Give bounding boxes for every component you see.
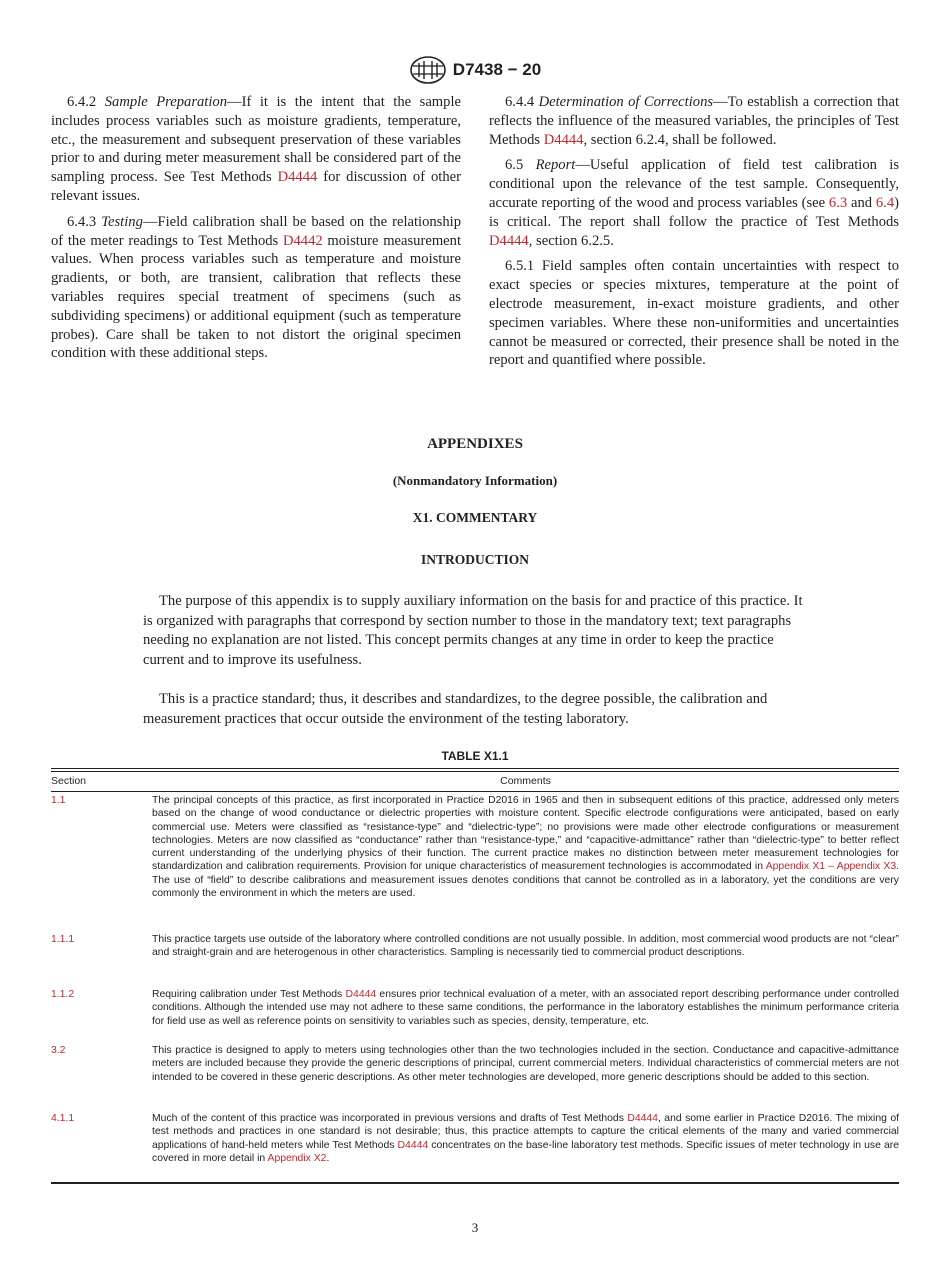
paragraph-text: moisture measurement values. When process variables such as temperature and moisture gradients, or both, are transient, calibration that reflects these variables requires special treatment of specimens (such as subdividing specimens) or additional equipment (such as temperature probes). Care shall be taken to not distort the original specimen condition with these additional steps. (51, 232, 461, 362)
row-comment (152, 1112, 899, 1165)
row-comment (152, 794, 899, 900)
row-comment (152, 933, 899, 960)
link-6-4[interactable]: 6.4 (875, 194, 895, 211)
link-d4444[interactable]: D4444 (277, 169, 318, 186)
table-header-rule (51, 791, 899, 792)
link-d4444[interactable]: D4444 (489, 232, 529, 249)
nonmandatory-subheading: (Nonmandatory Information) (392, 473, 558, 488)
left-column (51, 93, 461, 370)
table-bottom-rule (51, 1182, 899, 1184)
paragraph-text: , section 6.2.4, shall be followed. (583, 131, 777, 148)
paragraph-text: ) is critical. The report shall follow the practice of Test Methods (489, 194, 899, 230)
page-number: 3 (471, 1220, 479, 1235)
comment-text: Much of the content of this practice was incorporated in previous versions and drafts of Test Methods (152, 1113, 628, 1124)
paragraph-text: , section 6.2.5. (528, 232, 614, 249)
introduction-paragraph-2 (143, 690, 806, 729)
paragraph-6-5-1: 6.5.1 Field samples often contain uncertainties with respect to exact species or species mixtures, temperature at the point of electrode measurement, in-exact moisture gradients, and other specimen variables. Where these non-uniformities and uncertainties cannot be measured or corrected, their presence shall be noted in the report and quantified where possible. (489, 258, 899, 369)
section-title: Sample Preparation (104, 94, 228, 110)
page-header (0, 55, 950, 85)
column-header-comments: Comments (500, 775, 551, 787)
right-column (489, 93, 899, 377)
section-title: Testing (101, 213, 143, 230)
intro-text: The purpose of this appendix is to supply auxiliary information on the basis for and practice of this practice. It is organized with paragraphs that correspond by section number to those in the mandatory text; text paragraphs needing no explanation are not listed. This concept permits changes at any time in order to keep the practice current and to improve its usefulness. (143, 593, 803, 668)
comment-text: Requiring calibration under Test Methods (152, 989, 346, 1000)
paragraph-text: —To establish a correction that reflects the influence of the measured variables, the principles of Test Methods (489, 94, 900, 148)
section-title: Report (535, 157, 576, 174)
column-header-section: Section (51, 775, 87, 787)
table-top-rule-double (51, 771, 899, 772)
section-link-1-1-1[interactable]: 1.1.1 (51, 934, 75, 945)
paragraph-text: —Useful application of field test calibration is conditional upon the relevance of the test sample. Consequently, accurate reporting of the wood and process variables (see (489, 157, 899, 211)
introduction-paragraph-1 (143, 592, 806, 670)
appendixes-heading: APPENDIXES (427, 436, 523, 452)
comment-text: This practice is designed to apply to meters using technologies other than the two technologies included in the section. Conductance and capacitive-admittance meters are included because they provide the generic descriptions of principal, current commercial meters. Individual characteristics of commercial meters are not intended to be covered in these generic descriptions. As other meter technologies are developed, more generic descriptions should be added to this section. (152, 1045, 899, 1083)
row-comment (152, 988, 899, 1028)
comment-text: This practice targets use outside of the laboratory where controlled conditions are not usually possible. In addition, most commercial wood products are not “clear” and straight-grain and are heterogenous in other characteristics. Sampling is necessarily tied to commercial product descriptions. (152, 934, 899, 959)
intro-text: This is a practice standard; thus, it describes and standardizes, to the degree possible, the calibration and measurement practices that occur outside the environment of the testing laboratory. (143, 691, 768, 727)
section-number: 6.4.4 (505, 94, 535, 110)
astm-logo-icon (409, 55, 447, 85)
section-number: 6.5 (505, 157, 524, 174)
section-title: Determination of Corrections (538, 94, 714, 110)
paragraph-6-5 (489, 156, 899, 250)
section-link-4-1-1[interactable]: 4.1.1 (51, 1113, 75, 1124)
table-title: TABLE X1.1 (441, 749, 509, 763)
comment-text: . The use of “field” to describe calibrations and measurement issues denotes conditions that cannot be controlled as in a laboratory, yet the conditions are very commonly the environment in which the meters are used. (152, 861, 900, 900)
comment-text: , and some earlier in Practice D2016. The mixing of test methods and practices in one standard is not desirable; thus, this practice attempts to capture the critical elements of the many and varied commercial applications of hand-held meters while Test Methods (152, 1113, 899, 1151)
section-number: 6.4.2 (67, 94, 97, 110)
link-d4444[interactable]: D4444 (543, 131, 584, 148)
section-link-3-2[interactable]: 3.2 (51, 1045, 66, 1056)
section-link-1-1[interactable]: 1.1 (51, 795, 66, 806)
comment-text: The principal concepts of this practice, as first incorporated in Practice D2016 in 1965 and then in subsequent editions of this practice, addressed only meters based on the change of wood conductance or dielectric properties with moisture content. Specific electrode configurations were anticipated, based on early commercial use. Meters were classified as “resistance-type” and “dielectric-type”; no provisions were made other electrode configurations or measurement technologies. Meters are now classified as “conductance” rather than “resistance-type,” and “capacitive-admittance” rather than “dielectric-type” to better reflect current understanding of the underlying physics of their function. The current practice makes no distinction between meter measurement technologies for standardization and calibration requirements. Provision for unique characteristics of measurement technologies is accommodated in (152, 795, 899, 873)
table-top-rule (51, 768, 899, 769)
introduction-heading: INTRODUCTION (420, 552, 529, 567)
link-d4442[interactable]: D4442 (282, 232, 323, 249)
comment-text: concentrates on the base-line laboratory test methods. Specific issues of meter technology in use are covered in more detail in (152, 1139, 899, 1164)
row-comment (152, 1044, 899, 1084)
paragraph-text: —If it is the intent that the sample includes process variables such as moisture gradients, temperature, etc., the measurement and subsequent preservation of these variables prior to and during meter measurement shall be considered part of the sampling process. See Test Methods (51, 94, 461, 186)
paragraph-text: —Field calibration shall be based on the relationship of the meter readings to Test Methods (51, 213, 462, 249)
document-designation: D7438 − 20 (452, 60, 542, 79)
link-d4444[interactable]: D4444 (627, 1113, 658, 1124)
paragraph-text: for discussion of other relevant issues. (51, 169, 461, 204)
paragraph-6-4-2 (51, 93, 461, 206)
link-d4444[interactable]: D4444 (345, 989, 377, 1000)
link-appendix-x1-x3[interactable]: Appendix X1 – Appendix X3 (765, 861, 897, 873)
link-6-3[interactable]: 6.3 (828, 194, 848, 211)
paragraph-6-4-3 (51, 213, 461, 363)
commentary-title: X1. COMMENTARY (412, 510, 538, 525)
section-number: 6.4.3 (67, 213, 97, 230)
link-d4444[interactable]: D4444 (397, 1139, 429, 1151)
paragraph-6-4-4 (489, 93, 899, 149)
comment-text: . (326, 1152, 330, 1164)
link-appendix-x2[interactable]: Appendix X2 (267, 1152, 327, 1164)
comment-text: ensures prior technical evaluation of a meter, with an associated report describing performance under controlled conditions. Although the intended use may not adhere to these same conditions, the performance in the laboratory establishes the minimum performance criteria for field use as well as reference points on sensitivity to variables such as species, density, temperature, etc. (152, 989, 899, 1027)
paragraph-text: and (847, 194, 876, 211)
section-link-1-1-2[interactable]: 1.1.2 (51, 989, 75, 1000)
